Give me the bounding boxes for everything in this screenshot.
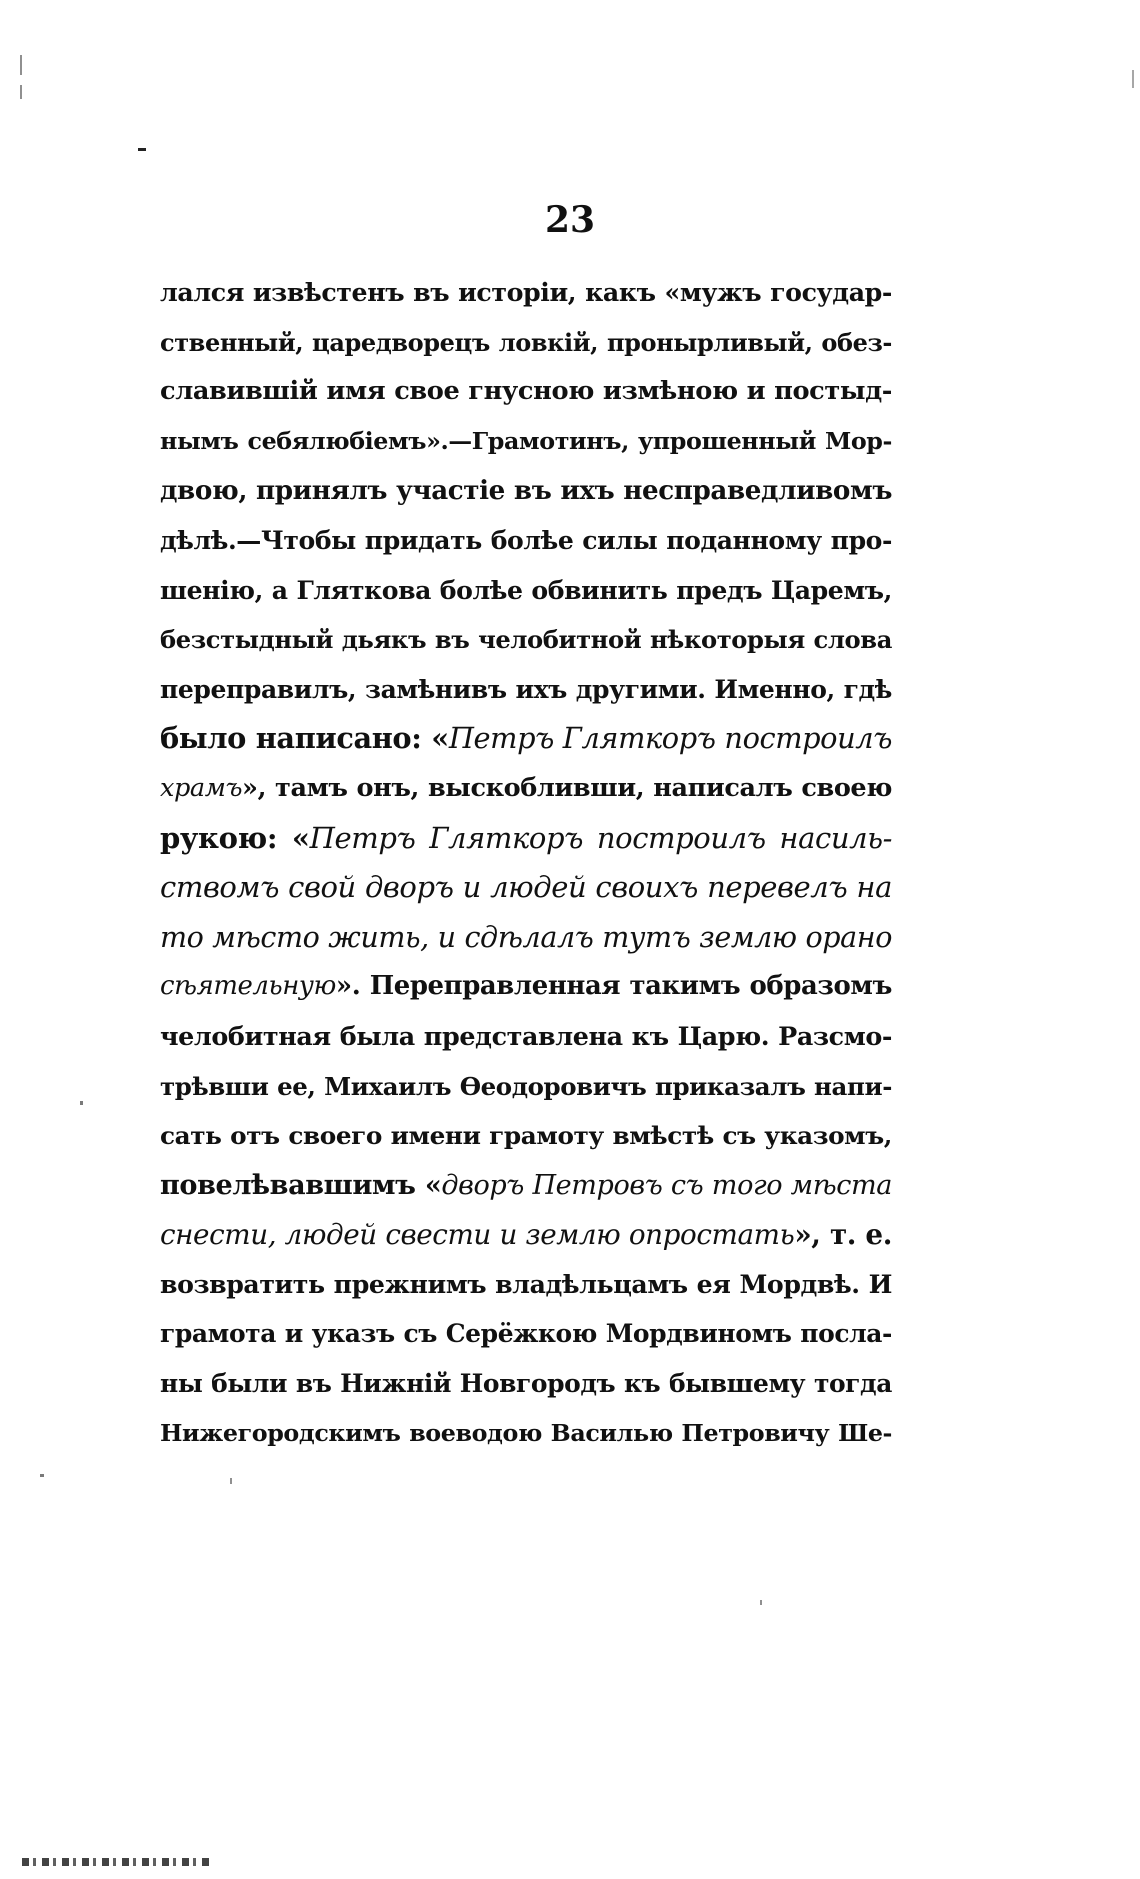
text-line — [160, 764, 892, 814]
scan-speck — [20, 85, 22, 99]
text-segment: переправилъ, замѣнивъ ихъ другими. Именно, гдѣ — [160, 674, 892, 704]
italic-quote-segment: дворъ Петровъ съ того мѣста — [441, 1169, 892, 1201]
text-segment: сать отъ своего имени грамоту вмѣстѣ съ указомъ, — [160, 1121, 892, 1151]
text-line — [160, 318, 892, 368]
text-segment: ственный, царедворецъ ловкій, пронырливый, обез- — [160, 327, 892, 357]
text-segment: дѣлѣ.—Чтобы придать болѣе силы поданному про- — [160, 524, 892, 555]
scan-speck — [20, 55, 22, 75]
text-line — [160, 714, 892, 764]
scan-speck — [230, 1478, 232, 1484]
text-line — [160, 417, 892, 467]
text-line — [160, 466, 892, 516]
text-segment: », т. е. — [794, 1218, 892, 1252]
text-line — [160, 516, 892, 566]
text-segment: было написано: « — [160, 721, 449, 756]
text-line — [160, 962, 892, 1012]
text-segment: лался извѣстенъ въ исторіи, какъ «мужъ государ- — [160, 277, 892, 307]
text-line — [160, 1111, 892, 1161]
text-segment: возвратить прежнимъ владѣльцамъ ея Мордвѣ. И — [160, 1268, 892, 1299]
text-segment: повелѣвавшимъ « — [160, 1169, 442, 1201]
text-segment: челобитная была представлена къ Царю. Разсмо- — [160, 1020, 892, 1051]
text-line — [160, 1161, 892, 1211]
text-segment: двою, принялъ участіе въ ихъ несправедливомъ — [160, 475, 892, 507]
scan-speck — [760, 1600, 762, 1605]
text-segment: грамота и указъ съ Серёжкою Мордвиномъ посла- — [160, 1319, 892, 1349]
scan-edge-artifact — [22, 1858, 212, 1866]
body-text — [160, 268, 892, 1458]
text-segment: нымъ себялюбіемъ».—Грамотинъ, упрошенный Мор- — [160, 426, 892, 455]
italic-quote-segment: храмъ — [160, 772, 243, 803]
scan-speck — [40, 1474, 44, 1477]
text-line — [160, 665, 892, 715]
text-line — [160, 1012, 892, 1062]
text-line — [160, 367, 892, 417]
text-line — [160, 566, 892, 616]
text-line — [160, 814, 892, 864]
scan-speck — [138, 148, 146, 151]
scan-speck — [1132, 70, 1134, 88]
scan-speck — [80, 1101, 83, 1105]
italic-quote-segment: снести, людей свести и землю опростать — [160, 1218, 795, 1252]
italic-quote-segment: то мѣсто жить, и сдѣлалъ тутъ землю орано — [160, 919, 892, 954]
text-line — [160, 1062, 892, 1112]
text-segment: рукою: « — [160, 820, 310, 855]
text-line — [160, 268, 892, 318]
text-segment: трѣвши ее, Михаилъ Ѳеодоровичъ приказалъ напи- — [160, 1071, 892, 1101]
text-line — [160, 1409, 892, 1459]
text-line — [160, 1260, 892, 1310]
italic-quote-segment: Петръ Гляткоръ построилъ насиль- — [309, 820, 892, 855]
text-line — [160, 1359, 892, 1409]
text-line — [160, 615, 892, 665]
italic-quote-segment: ствомъ свой дворъ и людей своихъ перевелъ на — [160, 870, 892, 905]
text-line — [160, 913, 892, 963]
page-number: 23 — [544, 199, 596, 241]
text-segment: славившій имя свое гнусною измѣною и постыд- — [160, 376, 892, 407]
text-segment: ». Переправленная такимъ образомъ — [335, 971, 892, 1002]
text-line — [160, 863, 892, 913]
italic-quote-segment: сѣятельную — [160, 971, 336, 1002]
text-line — [160, 1210, 892, 1260]
text-segment: шенію, а Гляткова болѣе обвинить предъ Царемъ, — [160, 574, 892, 605]
text-line — [160, 1309, 892, 1359]
text-segment: », тамъ онъ, выскобливши, написалъ своею — [242, 772, 892, 803]
italic-quote-segment: Петръ Гляткоръ построилъ — [448, 721, 892, 756]
text-segment: Нижегородскимъ воеводою Василью Петровичу Ше- — [160, 1418, 892, 1447]
text-segment: ны были въ Нижній Новгородъ къ бывшему тогда — [160, 1369, 892, 1399]
text-segment: безстыдный дьякъ въ челобитной нѣкоторыя слова — [160, 625, 892, 655]
